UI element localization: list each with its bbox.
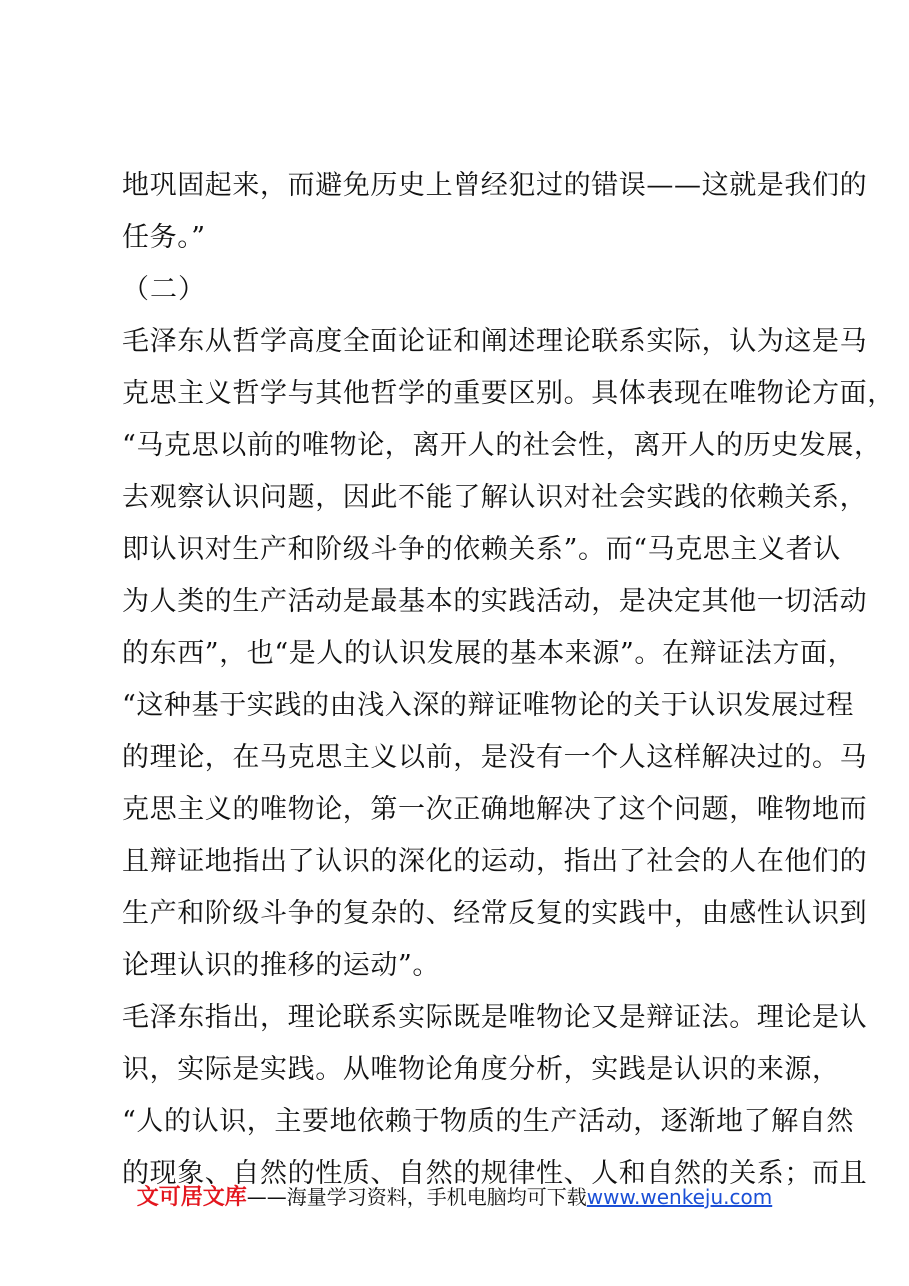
text-line: 识，实际是实践。从唯物论角度分析，实践是认识的来源， [122,1054,840,1085]
text-line: 为人类的生产活动是最基本的实践活动，是决定其他一切活动 [122,586,868,617]
page-footer [0,1180,909,1215]
section-heading: （二） [122,274,206,305]
text-line: “这种基于实践的由浅入深的辩证唯物论的关于认识发展过程 [122,690,855,721]
text-line: 去观察认识问题，因此不能了解认识对社会实践的依赖关系， [122,482,868,513]
text-line: 毛泽东从哲学高度全面论证和阐述理论联系实际，认为这是马 [122,326,868,357]
text-line: 且辩证地指出了认识的深化的运动，指出了社会的人在他们的 [122,846,868,877]
text-line: 任务。” [122,222,206,253]
text-line: 毛泽东指出，理论联系实际既是唯物论又是辩证法。理论是认 [122,1002,868,1033]
footer-slogan: ——海量学习资料，手机电脑均可下载 [246,1185,587,1209]
text-line: 的现象、自然的性质、自然的规律性、人和自然的关系；而且 [122,1158,868,1189]
text-line: “马克思以前的唯物论，离开人的社会性，离开人的历史发展， [122,430,882,461]
footer-brand: 文可居文库 [136,1185,247,1210]
text-line: 克思主义哲学与其他哲学的重要区别。具体表现在唯物论方面， [122,378,895,409]
text-line: 的东西”，也“是人的认识发展的基本来源”。在辩证法方面， [122,638,856,669]
text-line: 克思主义的唯物论，第一次正确地解决了这个问题，唯物地而 [122,794,868,825]
text-line: 地巩固起来，而避免历史上曾经犯过的错误——这就是我们的 [122,170,868,201]
text-line: “人的认识，主要地依赖于物质的生产活动，逐渐地了解自然 [122,1106,855,1137]
text-line: 生产和阶级斗争的复杂的、经常反复的实践中，由感性认识到 [122,898,868,929]
text-line: 的理论，在马克思主义以前，是没有一个人这样解决过的。马 [122,742,868,773]
footer-website-link[interactable]: www.wenkeju.com [586,1185,773,1209]
text-line: 即认识对生产和阶级斗争的依赖关系”。而“马克思主义者认 [122,534,841,565]
text-line: 论理认识的推移的运动”。 [122,950,441,981]
document-body [122,160,895,1200]
